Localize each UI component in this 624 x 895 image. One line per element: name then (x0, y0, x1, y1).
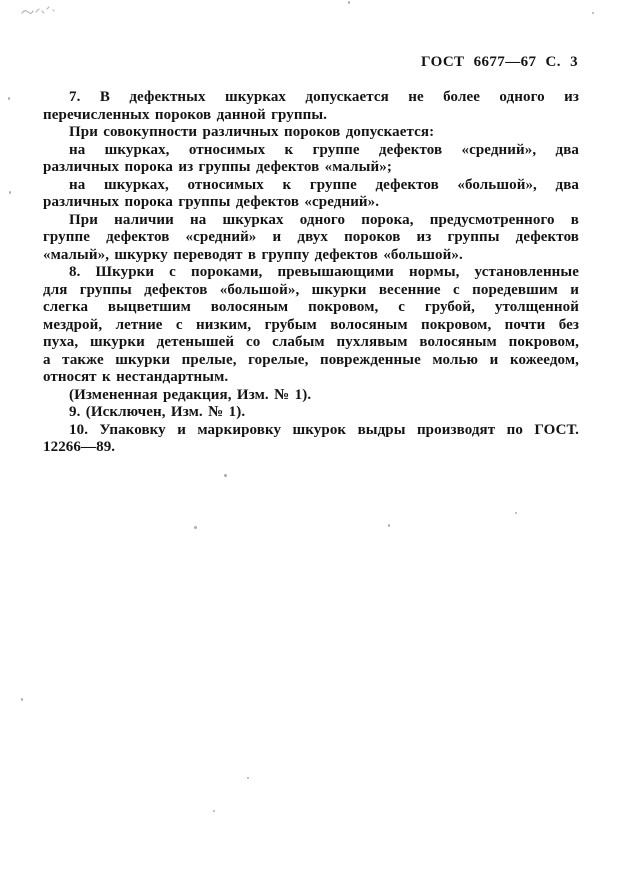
text-line: 7. В дефектных шкурках допускается не более одного из (69, 89, 579, 105)
text-line: различных порока группы дефектов «средний». (43, 194, 380, 210)
scan-speck (21, 698, 23, 701)
text-line: перечисленных пороков данной группы. (43, 106, 327, 123)
text-line: 10. Упаковку и маркировку шкурок выдры производят по ГОСТ. (69, 421, 579, 438)
text-line: «малый», шкурку переводят в группу дефектов «большой». (43, 246, 463, 263)
scan-artifact-smudge (20, 4, 62, 18)
text-line: на шкурках, относимых к группе дефектов «средний», два (69, 141, 579, 158)
text-line: При наличии на шкурках одного порока, предусмотренного в (69, 211, 579, 228)
scan-speck (8, 97, 10, 100)
scan-speck (9, 191, 11, 194)
scan-speck (515, 512, 517, 514)
text-line: различных порока из группы дефектов «малый»; (43, 159, 392, 175)
text-line: на шкурках, относимых к группе дефектов «большой», два (69, 176, 579, 193)
scan-speck (213, 810, 215, 812)
text-line: для группы дефектов «большой», шкурки весенние с поредевшим и (43, 281, 579, 298)
text-line: а также шкурки прелые, горелые, поврежденные молью и кожеедом, (43, 351, 579, 368)
scan-speck (348, 1, 350, 4)
page-header-gost-number: ГОСТ 6677—67 С. 3 (421, 54, 578, 70)
text-line: 9. (Исключен, Изм. № 1). (69, 404, 246, 420)
text-block (43, 89, 579, 457)
text-line: 12266—89. (43, 439, 116, 455)
scan-speck (592, 12, 594, 14)
scan-speck (194, 526, 197, 529)
text-line: группе дефектов «средний» и двух пороков из группы дефектов (43, 229, 579, 245)
scan-speck (388, 524, 390, 527)
scan-speck (247, 777, 249, 779)
text-line: (Измененная редакция, Изм. № 1). (69, 386, 312, 403)
text-line: слегка выцветшим волосяным покровом, с грубой, утолщенной (43, 299, 579, 315)
text-line: мездрой, летние с низким, грубым волосяным покровом, почти без (43, 316, 579, 333)
text-line: относят к нестандартным. (43, 369, 229, 385)
scan-speck (224, 474, 227, 477)
text-line: 8. Шкурки с пороками, превышающими нормы, установленные (69, 264, 579, 280)
text-line: пуха, шкурки детенышей со слабым пухлявым волосяным покровом, (43, 334, 579, 350)
text-line: При совокупности различных пороков допускается: (69, 124, 435, 140)
